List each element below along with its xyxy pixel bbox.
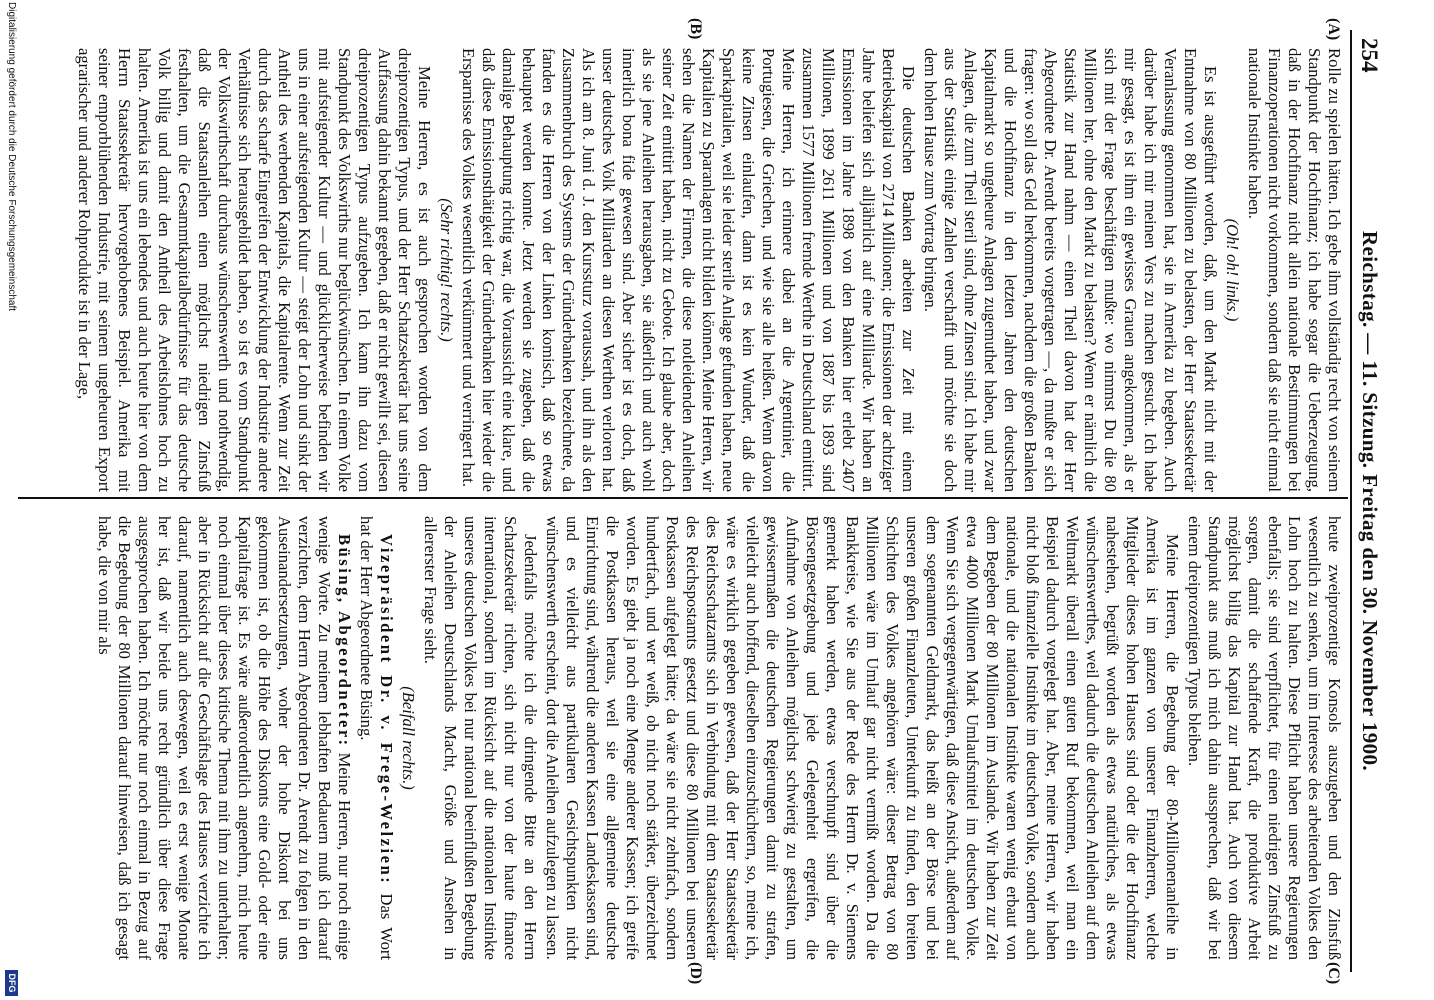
reaction: (Beifall rechts.) [399,686,418,790]
speaker-paragraph [94,516,354,960]
paragraph: Meine Herren, die Begebung der 80-Millionenanleihe in Amerika ist im ganzen von unserer Finanzherren, welche Mitglieder dieses hohen Hauses sind oder die der Hochfinanz nahestehen, begrüßt worden als etwas natürliches, als etwas wünschenswerthes, weil dadurch die deutschen Anleihen auf dem Weltmarkt überall einen guten Ruf bekommen, weil man ein Beispiel dadurch vorgelegt hat. Aber, meine Herren, wir haben nicht bloß finanzielle Instinkte im deutschen Volke, sondern auch nationale, und die nationalen Instinkte waren wenig erbaut von dem Begeben der 80 Millionen im Auslande. Wir haben zur Zeit etwa 4000 Millionen Mark Umlaufsmittel im deutschen Volke. Wenn Sie sich vergegenwärtigen, daß diese Ansicht, außerdem auf dem sogenannten Geldmarkt, das heißt an der Börse und bei unseren großen Finanzleuten, Unterkunft zu finden, den breiten Schichten des Volkes angehören wäre: dieser Betrag von 80 Millionen wäre im Umlauf gar nicht vermißt worden. Da die Bankkreise, wie Sie aus der Rede des Herrn Dr. v. Siemens gemerkt haben werden, etwas verschnupft sind über die Börsengesetzgebung und jede Gelegenheit ergreifen, die Aufnahme von Anleihen möglichst schwierig zu gestalten, um gewissermaßen die deutschen Regierungen damit zu strafen, vielleicht auch hoffend, dieselben einzuschüchtern, so, meine ich, wäre es wirklich gegeben gewesen, daß der Herr Staatssekretär des Reichsschatzamts sich in Verbindung mit dem Staatssekretär des Reichspostamts gesetzt und diese 80 Millionen bei unseren Postkassen aufgelegt hätte; da wäre sie nicht zehnfach, sondern hundertfach, und wer weiß, ob nicht noch stärker, überzeichnet worden. Es giebt ja noch eine Menge anderer Kassen; ich greife die Postkassen heraus, weil sie eine allgemeine deutsche Einrichtung sind, während die anderen Kassen Landeskassen sind, und es vielleicht aus partikularen Gesichtspunkten nicht wünschenswerth erscheint, dort die Anleihen aufzulegen zu lassen. [543,516,1182,960]
speaker-name: Vizepräsident Dr. v. Frege-Welzien: [377,534,396,886]
speaker-paragraph [356,516,396,960]
paragraph: Rolle zu spielen hätten. Ich gebe ihm vollständig recht von seinem Standpunkt der Hochfinanz; ich habe sogar die Ueberzeugung, daß in der Hochfinanz nicht allein nationale Bestimmungen bei Finanzoperationen nicht vorkommen, sondern daß sie nicht einmal nationale Instinkte haben. [1245,48,1344,492]
paragraph: Die deutschen Banken arbeiten zur Zeit mit einem Betriebskapital von 2714 Millionen; die Emissionen der achtziger Jahre beliefen sich alljährlich auf eine Milliarde. Wir haben an Emissionen im Jahre 1898 von den Banken hier erlebt 2407 Millionen, 1899 2611 Millionen und von 1887 bis 1893 sind zusammen 1577 Millionen fremde Werthe in Deutschland emittirt. Meine Herren, ich erinnere dabei an die Argentinier, die Portugiesen, die Griechen, und wie sie alle heißen. Wenn davon keine Zinsen einlaufen, dann ist es kein Wunder, daß die Sparkapitalien, weil sie leider sterile Anlage gefunden haben, neue Kapitalien zu Sparanlagen nicht bilden können. Meine Herren, wir sehen die Namen der Firmen, die diese notleidenden Anleihen seiner Zeit emittirt haben, nicht zu Gebote. Ich glaube aber, doch als sie jene Anleihen herausgaben, sie äußerlich und auch wohl innerlich bona fide gewesen sind. Aber sicher ist es doch, daß unser deutsches Volk Milliarden an diesen Werthen verloren hat. Als ich am 8. Juni d. J. den Kurssturz voraussah, und ihn als den Zusammenbruch des Systems der Gründerbanken bezeichnete, da fanden es die Herren von der Linken komisch, daß so etwas behauptet werden konnte. Jetzt werden sie zugeben, daß die damalige Behauptung richtig war, die Voraussicht eine klare, und daß diese Emissionsthätigkeit der Gründerbanken hier wieder die Ersparnisse des Volkes wesentlich verkümmert und verringert hat. [459,48,918,492]
speaker-text: Meine Herren, nur noch einige wenige Worte. Zu meinem lebhaften Bedauern muß ich darauf verzichten, dem Herrn Abgeordneten Dr. Arendt zu folgen in den Auseinandersetzungen, woher der hohe Diskont bei uns gekommen ist, ob die Höhe des Diskonts eine Gold- oder eine Kapitalfrage ist. Es wäre außerordentlich angenehm, mich heute noch einmal über dieses kritische Thema mit ihm zu unterhalten; aber in Rücksicht auf die Geschäftslage des Hauses verzichte ich darauf, namentlich auch deswegen, weil es erst wenige Monate her ist, daß wir beide uns recht gründlich über diese Frage ausgesprochen haben. Ich möchte nur noch einmal in Bezug auf die Begebung der 80 Millionen darauf hinweisen, daß ich gesagt habe, die von mir als [95,516,354,960]
margin-marker-c: (C) [1325,962,1342,985]
margin-marker-a: (A) [1325,18,1342,41]
paragraph: Es ist ausgeführt worden, daß, um den Markt nicht mit der Entnahme von 80 Millionen zu belasten, der Herr Staatssekretär Veranlassung genommen hat, sie in Amerika zu begeben. Auch darüber habe ich mir meinen Vers zu machen gesucht. Ich habe mir gesagt, es ist ihm ein gewisses Grauen angekommen, als er sich mit der Frage beschäftigen mußte: wo nimmst Du die 80 Millionen her, ohne den Markt zu belasten? Wenn er nämlich die Statistik zur Hand nahm — einen Theil davon hat der Herr Abgeordnete Dr. Arendt bereits vorgetragen —, da mußte er sich fragen: wo soll das Geld herkommen, nachdem die großen Banken und die Hochfinanz in den letzten Jahren den deutschen Kapitalmarkt so ungeheure Anlagen zugemuthet haben, und zwar Anlagen, die zum Theil steril sind, ohne Zinsen sind. Ich habe mir aus der Statistik einige Zahlen verschafft und möchte sie doch dem hohen Hause zum Vortrag bringen. [921,48,1220,492]
paragraph: Meine Herren, es ist auch gesprochen worden von dem dreiprozentigen Typus, und der Herr Schatzsekretär hat uns seine Auffassung dahin bekannt gegeben, daß er nicht gewillt sei, diesen dreiprozentigen Typus aufzugeben. Ich kann ihn dazu vom Standpunkt des Volkswirths nur beglückwünschen. In einem Volke mit aufsteigender Kultur — und glücklicherweise befinden wir uns in einer aufsteigenden Kultur — steigt der Lohn und sinkt der Antheil des werbenden Kapitals, die Kapitalrente. Wenn zur Zeit durch das scharfe Eingreifen der Entwicklung der Industrie andere Verhältnisse sich herausgebildet haben, so ist es vom Standpunkt der Volkswirthschaft durchaus wünschenswerth und nothwendig, daß die Staatsanleihen einen möglichst niedrigen Zinsfuß festhalten, um die Gesammtkapitalbedürfnisse für das deutsche Volk billig und damit den Antheil des Arbeitslohnes hoch zu halten. Amerika ist uns ein lebendes und auch heute hier von dem Herrn Staatssekretär hervorgehobenes Beispiel. Amerika mit seiner emporblühenden Industrie, mit seinem ungeheuren Export agrarischer und anderer Rohprodukte ist in der Lage, [75,48,434,492]
footer-text: Digitalisierung gefördert durch die Deutsche Forschungsgemeinschaft [6,2,17,312]
column-divider [18,497,1348,499]
dfg-logo: DFG [5,970,18,996]
margin-marker-d: (D) [687,962,704,985]
left-column [22,48,1344,492]
page-number: 254 [1357,38,1382,73]
speaker-text: Das Wort hat der Herr Abgeordnete Büsing. [357,516,396,960]
margin-marker-b: (B) [687,18,704,40]
reaction: (Sehr richtig! rechts.) [437,198,456,342]
paragraph: Jedenfalls möchte ich die dringende Bitte an den Herrn Schatzsekretär richten, sich nicht nur von der haute finance international, sondern im Rücksicht auf die nationalen Instinkte unseres deutschen Volkes bei nur national beeinflußten Begebung der Anleihen Deutschlands Macht, Größe und Ansehen in allererster Frage sieht. [421,516,540,960]
reaction: (Oh! oh! links.) [1223,218,1242,322]
speaker-name: Büsing, Abgeordneter: [335,534,354,748]
page-header [1350,30,1386,972]
paragraph: heute zweiprozentige Konsols auszugeben und den Zinsfuß wesentlich zu senken, um im Interesse des arbeitenden Volkes den Lohn hoch zu halten. Diese Pflicht haben unsere Regierungen ebenfalls; sie sind verpflichtet, für einen niedrigen Zinsfuß zu sorgen, damit die schaffende Kraft, die produktive Arbeit möglichst billig das Kapital zur Hand hat. Auch von diesem Standpunkt aus muß ich mich dahin aussprechen, daß wir bei einem dreiprozentigen Typus bleiben. [1185,516,1344,960]
page-title: Reichstag. — 11. Sitzung. Freitag den 30. November 1900. [1358,230,1382,772]
right-column [22,516,1344,960]
digitization-footer [2,0,20,1000]
